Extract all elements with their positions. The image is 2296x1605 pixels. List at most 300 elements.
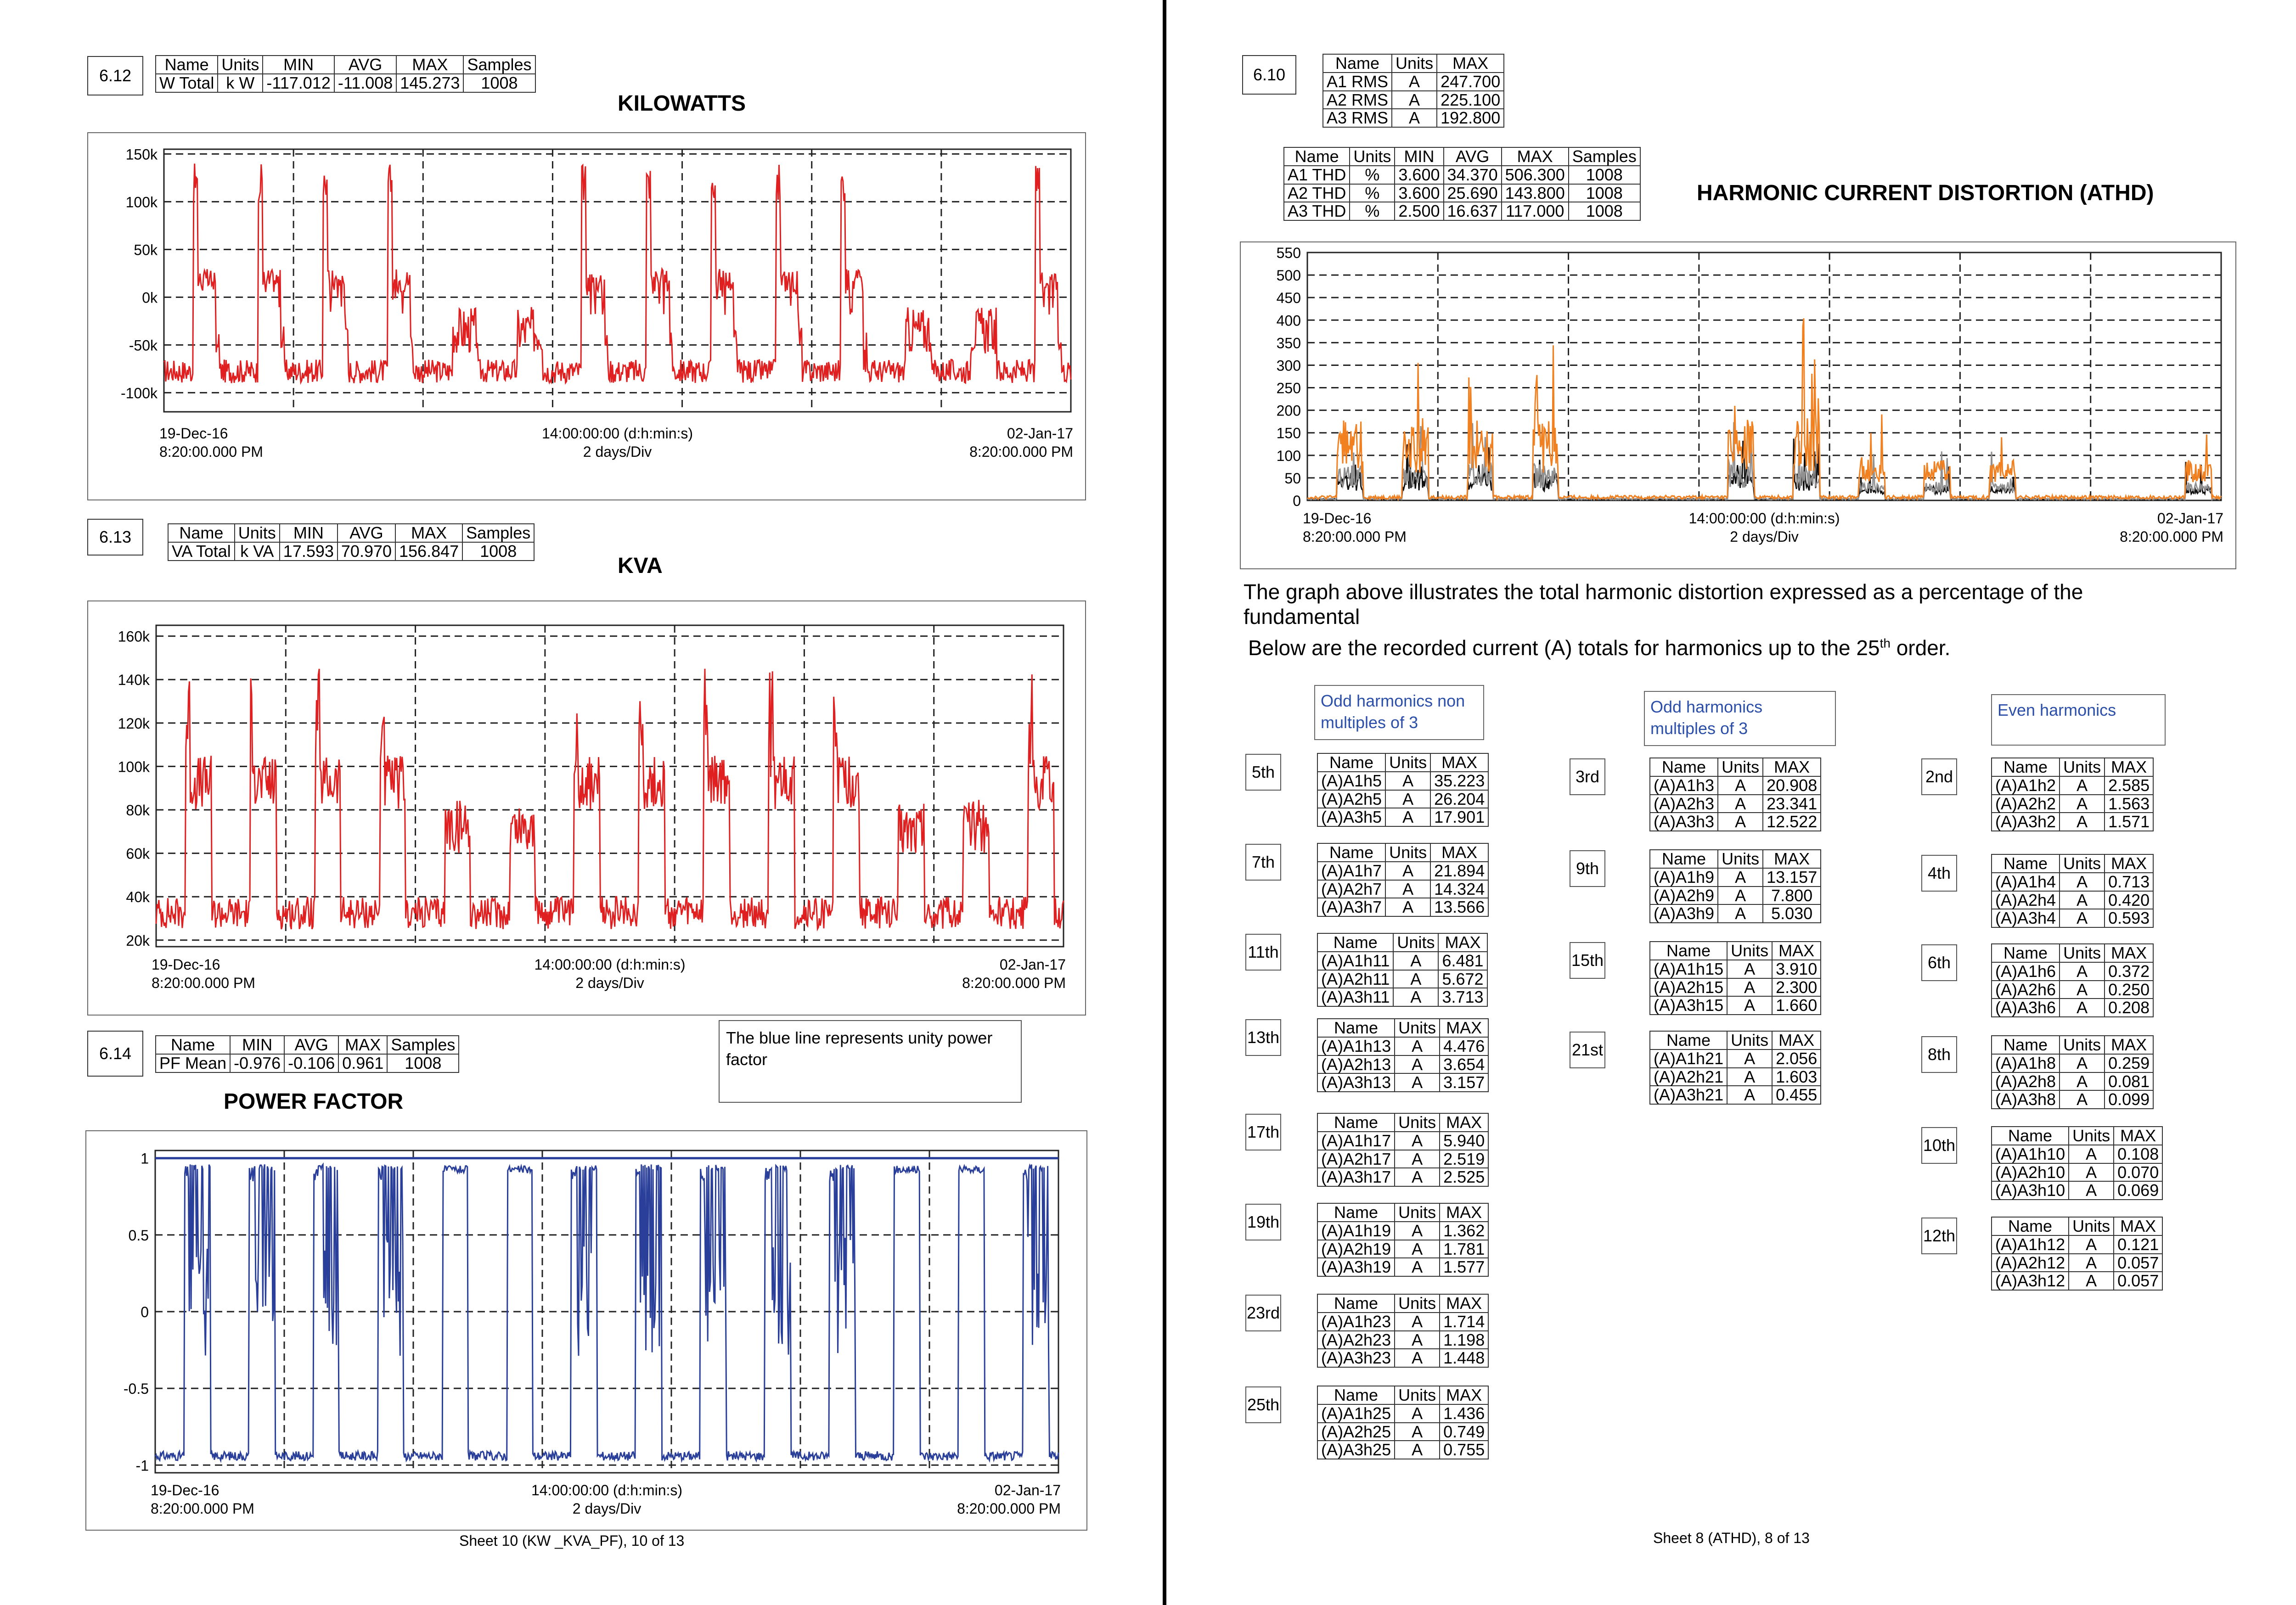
table-header-cell: MAX — [1440, 1294, 1488, 1313]
x-axis-label: 19-Dec-16 — [152, 956, 220, 973]
table-cell: 0.755 — [1440, 1441, 1488, 1459]
table-row — [1650, 1068, 1821, 1086]
table-cell: 3.600 — [1395, 166, 1443, 184]
table-header-cell: Units — [2060, 944, 2105, 962]
y-tick-label: 20k — [126, 932, 150, 949]
table-header-row — [1650, 758, 1821, 776]
table-row — [1317, 988, 1487, 1006]
harmonic-table — [1317, 1294, 1489, 1368]
y-tick-label: 80k — [126, 802, 150, 819]
table-cell: A — [1718, 795, 1763, 813]
harmonic-table — [1991, 758, 2154, 831]
table-header-cell: Name — [1317, 1386, 1395, 1404]
harmonic-order-label: 15th — [1570, 942, 1605, 979]
table-row — [1317, 1441, 1488, 1459]
x-axis-label: 14:00:00:00 (d:h:min:s) — [541, 425, 693, 442]
kw-plot — [88, 133, 1087, 501]
table-header-cell: MAX — [1763, 758, 1821, 776]
table-cell: (A)A1h25 — [1317, 1404, 1395, 1423]
table-cell: (A)A1h21 — [1650, 1049, 1727, 1068]
table-header-cell: Name — [1317, 1019, 1395, 1037]
table-cell: (A)A2h11 — [1317, 970, 1393, 988]
section-number-pf: 6.14 — [87, 1031, 143, 1077]
table-header-cell: Units — [1727, 942, 1772, 960]
table-row — [168, 542, 534, 561]
table-header-row — [1650, 942, 1821, 960]
table-row — [1317, 1150, 1488, 1168]
table-cell: A — [1718, 813, 1763, 831]
table-cell: A — [1392, 109, 1437, 127]
table-header-cell: AVG — [338, 524, 395, 542]
page-divider — [1163, 0, 1166, 1605]
table-header-row — [1992, 1217, 2162, 1235]
table-cell: A — [1727, 996, 1772, 1015]
table-header-cell: MAX — [1440, 1203, 1488, 1222]
table-header-cell: Samples — [463, 56, 535, 74]
table-cell: (A)A3h12 — [1992, 1272, 2069, 1290]
table-row — [1992, 1054, 2153, 1072]
table-cell: (A)A3h9 — [1650, 904, 1718, 923]
x-axis-label: 8:20:00.000 PM — [969, 443, 1073, 460]
table-header-cell: Name — [1650, 758, 1718, 776]
table-cell: A — [1395, 1073, 1440, 1092]
table-cell: A — [1395, 1055, 1440, 1074]
table-cell: A — [1385, 790, 1430, 808]
y-tick-label: 400 — [1276, 312, 1301, 329]
harmonic-table — [1991, 854, 2154, 928]
table-row — [1284, 202, 1640, 220]
x-axis-label: 2 days/Div — [575, 975, 644, 991]
table-header-row — [156, 1036, 459, 1054]
table-cell: 20.908 — [1763, 776, 1821, 795]
table-cell: (A)A1h10 — [1992, 1145, 2069, 1163]
table-cell: (A)A3h17 — [1317, 1168, 1395, 1186]
table-cell: -0.106 — [284, 1054, 338, 1072]
table-cell: (A)A2h5 — [1317, 790, 1385, 808]
table-row — [1317, 1331, 1488, 1349]
table-header-row — [1317, 1294, 1488, 1313]
plot-area — [156, 625, 1064, 947]
harmonic-table — [1649, 758, 1821, 831]
y-tick-label: 450 — [1276, 290, 1301, 307]
kva-plot — [88, 601, 1087, 1016]
table-cell: (A)A1h19 — [1317, 1222, 1395, 1240]
table-cell: (A)A1h4 — [1992, 873, 2060, 891]
harmonics-intro — [1248, 635, 2258, 660]
series-line — [1307, 318, 2221, 499]
series-line — [1307, 438, 2221, 500]
table-cell: 25.690 — [1444, 184, 1502, 202]
table-cell: 0.057 — [2114, 1254, 2162, 1272]
table-cell: 0.070 — [2114, 1163, 2162, 1182]
y-tick-label: 100k — [125, 194, 158, 211]
table-cell: 117.000 — [1502, 202, 1569, 220]
table-cell: (A)A3h3 — [1650, 813, 1718, 831]
table-cell: (A)A2h17 — [1317, 1150, 1395, 1168]
table-cell: A — [1395, 1258, 1440, 1276]
harmonic-table — [1317, 1203, 1489, 1277]
table-cell: 35.223 — [1430, 772, 1488, 790]
table-header-row — [1317, 1113, 1488, 1132]
table-row — [1992, 999, 2153, 1017]
table-row — [1992, 1145, 2162, 1163]
table-cell: A — [1393, 970, 1438, 988]
unity-note: The blue line represents unity power factor — [719, 1020, 1022, 1103]
table-cell: % — [1350, 166, 1395, 184]
harmonics-intro-sup: th — [1880, 636, 1891, 651]
table-cell: A — [2060, 1090, 2105, 1109]
athd-chart — [1240, 241, 2236, 569]
table-header-cell: MAX — [2105, 1036, 2153, 1054]
table-cell: 14.324 — [1430, 880, 1488, 898]
x-axis-label: 2 days/Div — [572, 1500, 642, 1517]
table-cell: k W — [218, 74, 263, 92]
table-cell: (A)A1h11 — [1317, 952, 1393, 970]
table-row — [1323, 73, 1504, 91]
section-number-harmonics: 6.10 — [1242, 55, 1296, 95]
table-cell: (A)A1h7 — [1317, 862, 1385, 880]
table-header-cell: Name — [1992, 854, 2060, 873]
table-cell: (A)A2h21 — [1650, 1068, 1727, 1086]
y-tick-label: -100k — [120, 385, 158, 402]
table-cell: A1 THD — [1284, 166, 1350, 184]
table-cell: A — [2060, 1072, 2105, 1091]
table-header-cell: Name — [1650, 850, 1718, 868]
table-header-cell: MAX — [1502, 147, 1569, 166]
x-axis-label: 8:20:00.000 PM — [1303, 528, 1407, 545]
table-cell: (A)A3h6 — [1992, 999, 2060, 1017]
harmonic-order-label: 11th — [1245, 934, 1281, 971]
table-cell: 0.108 — [2114, 1145, 2162, 1163]
pf-plot — [86, 1131, 1088, 1532]
table-cell: A — [2069, 1181, 2114, 1200]
table-cell: (A)A3h10 — [1992, 1181, 2069, 1200]
table-cell: A3 THD — [1284, 202, 1350, 220]
table-cell: 0.593 — [2105, 909, 2153, 927]
x-axis-label: 02-Jan-17 — [999, 956, 1066, 973]
table-header-cell: Units — [1395, 1019, 1440, 1037]
table-row — [1650, 978, 1821, 997]
pf-stats-table — [155, 1035, 459, 1073]
table-cell: A — [1392, 91, 1437, 109]
table-row — [1992, 1090, 2153, 1109]
table-header-cell: Units — [1718, 850, 1763, 868]
table-cell: (A)A2h25 — [1317, 1423, 1395, 1441]
table-header-cell: Name — [1992, 944, 2060, 962]
harmonic-order-label: 8th — [1921, 1036, 1957, 1073]
y-tick-label: 140k — [118, 672, 150, 689]
harmonic-order-label: 7th — [1245, 844, 1281, 881]
table-cell: (A)A1h13 — [1317, 1037, 1395, 1055]
table-header-row — [1992, 1036, 2153, 1054]
table-cell: A1 RMS — [1323, 73, 1392, 91]
table-header-cell: AVG — [284, 1036, 338, 1054]
table-header-cell: AVG — [334, 56, 396, 74]
x-axis-label: 14:00:00:00 (d:h:min:s) — [531, 1482, 683, 1498]
table-cell: 12.522 — [1763, 813, 1821, 831]
table-cell: (A)A3h11 — [1317, 988, 1393, 1006]
odd-multiples-heading: Odd harmonics multiples of 3 — [1644, 691, 1836, 746]
pf-chart — [85, 1130, 1087, 1531]
section-number-kw: 6.12 — [87, 56, 143, 95]
table-row — [156, 74, 535, 92]
table-cell: A — [1718, 887, 1763, 905]
table-cell: 3.157 — [1440, 1073, 1488, 1092]
athd-description: The graph above illustrates the total harmonic distortion expressed as a percentage of the fundamental — [1244, 580, 2083, 629]
table-cell: A — [2060, 891, 2105, 909]
kw-chart — [87, 132, 1086, 500]
section-number-kva: 6.13 — [87, 519, 143, 556]
table-header-cell: Name — [1317, 1203, 1395, 1222]
table-row — [1317, 808, 1488, 826]
table-cell: A — [1395, 1037, 1440, 1055]
table-cell: 225.100 — [1437, 91, 1504, 109]
table-cell: 4.476 — [1440, 1037, 1488, 1055]
table-cell: 1.577 — [1440, 1258, 1488, 1276]
athd-title: HARMONIC CURRENT DISTORTION (ATHD) — [1697, 181, 2154, 205]
table-header-row — [1317, 843, 1488, 862]
table-cell: (A)A2h4 — [1992, 891, 2060, 909]
table-cell: A — [1385, 772, 1430, 790]
y-tick-label: 0 — [1293, 493, 1301, 509]
table-cell: A — [1395, 1168, 1440, 1186]
table-cell: 145.273 — [396, 74, 463, 92]
table-cell: 17.901 — [1430, 808, 1488, 826]
harmonics-intro-text: Below are the recorded current (A) totals for harmonics up to the 25 — [1248, 636, 1880, 660]
table-header-cell: MAX — [2105, 944, 2153, 962]
table-row — [1992, 795, 2153, 813]
table-cell: 0.081 — [2105, 1072, 2153, 1091]
y-tick-label: 50 — [1284, 470, 1301, 487]
pf-title: POWER FACTOR — [224, 1089, 404, 1114]
table-cell: 0.069 — [2114, 1181, 2162, 1200]
table-cell: 17.593 — [280, 542, 338, 561]
y-tick-label: 0.5 — [128, 1227, 149, 1244]
table-header-cell: Samples — [462, 524, 534, 542]
table-row — [1650, 795, 1821, 813]
table-cell: VA Total — [168, 542, 235, 561]
table-header-cell: Name — [1992, 1036, 2060, 1054]
y-tick-label: 500 — [1276, 267, 1301, 284]
table-cell: (A)A3h5 — [1317, 808, 1385, 826]
x-axis-label: 14:00:00:00 (d:h:min:s) — [1688, 510, 1840, 527]
harmonic-table — [1991, 943, 2154, 1017]
table-row — [1992, 776, 2153, 795]
table-row — [1650, 904, 1821, 923]
table-cell: A — [2060, 981, 2105, 999]
harmonic-order-label: 19th — [1245, 1204, 1281, 1240]
table-header-cell: MAX — [1763, 850, 1821, 868]
table-cell: A — [1718, 776, 1763, 795]
table-cell: 0.250 — [2105, 981, 2153, 999]
table-cell: 1008 — [462, 542, 534, 561]
harmonics-intro-end: order. — [1890, 636, 1951, 660]
kva-chart — [87, 600, 1086, 1016]
table-cell: 192.800 — [1437, 109, 1504, 127]
table-cell: (A)A1h3 — [1650, 776, 1718, 795]
thd-stats-table — [1283, 147, 1641, 221]
kw-title: KILOWATTS — [618, 91, 746, 116]
table-cell: (A)A3h7 — [1317, 898, 1385, 916]
table-cell: 0.420 — [2105, 891, 2153, 909]
harmonic-table — [1991, 1217, 2163, 1291]
x-axis-label: 2 days/Div — [583, 443, 652, 460]
table-header-cell: MAX — [2114, 1127, 2162, 1145]
table-cell: 0.455 — [1772, 1086, 1821, 1104]
table-cell: (A)A2h3 — [1650, 795, 1718, 813]
table-cell: (A)A3h23 — [1317, 1349, 1395, 1367]
y-tick-label: 300 — [1276, 357, 1301, 374]
table-cell: (A)A3h25 — [1317, 1441, 1395, 1459]
kw-stats-table — [155, 55, 536, 93]
table-header-cell: Samples — [1569, 147, 1640, 166]
table-row — [1992, 873, 2153, 891]
table-cell: 1.660 — [1772, 996, 1821, 1015]
x-axis-label: 8:20:00.000 PM — [957, 1500, 1061, 1517]
table-cell: 3.600 — [1395, 184, 1443, 202]
table-header-row — [1992, 758, 2153, 776]
harmonic-order-label: 25th — [1245, 1386, 1281, 1423]
table-cell: A — [1395, 1313, 1440, 1331]
table-cell: 1.603 — [1772, 1068, 1821, 1086]
table-cell: 1.571 — [2105, 813, 2153, 831]
table-header-row — [1317, 933, 1487, 952]
table-cell: 0.961 — [338, 1054, 387, 1072]
table-header-row — [1317, 1386, 1488, 1404]
table-cell: 1.563 — [2105, 795, 2153, 813]
table-row — [1317, 772, 1488, 790]
table-row — [1317, 1037, 1488, 1055]
table-header-cell: Name — [1317, 933, 1393, 952]
table-cell: 0.121 — [2114, 1235, 2162, 1254]
table-row — [1992, 1163, 2162, 1182]
table-cell: A — [2060, 962, 2105, 981]
kva-stats-table — [168, 523, 535, 561]
table-row — [1317, 1132, 1488, 1150]
table-row — [1317, 862, 1488, 880]
table-row — [1992, 1181, 2162, 1200]
table-header-cell: Units — [218, 56, 263, 74]
x-axis-label: 8:20:00.000 PM — [151, 1500, 254, 1517]
table-header-cell: Units — [1393, 933, 1438, 952]
table-header-cell: AVG — [1444, 147, 1502, 166]
table-row — [1317, 1168, 1488, 1186]
table-cell: (A)A2h19 — [1317, 1240, 1395, 1258]
odd-non-multiples-heading: Odd harmonics non multiples of 3 — [1314, 685, 1484, 740]
table-row — [1992, 962, 2153, 981]
table-header-cell: Name — [1317, 1294, 1395, 1313]
x-axis-label: 19-Dec-16 — [159, 425, 228, 442]
table-row — [156, 1054, 459, 1072]
table-cell: A2 THD — [1284, 184, 1350, 202]
plot-area — [1307, 253, 2221, 500]
table-header-row — [1650, 850, 1821, 868]
table-cell: (A)A3h8 — [1992, 1090, 2060, 1109]
x-axis-label: 02-Jan-17 — [994, 1482, 1061, 1498]
table-cell: 34.370 — [1444, 166, 1502, 184]
table-header-cell: MAX — [1437, 54, 1504, 73]
table-header-cell: Units — [2060, 854, 2105, 873]
y-tick-label: -50k — [129, 337, 158, 354]
table-row — [1317, 1423, 1488, 1441]
harmonic-table — [1649, 1031, 1821, 1105]
table-cell: 3.910 — [1772, 960, 1821, 978]
y-tick-label: 50k — [134, 241, 158, 258]
table-header-cell: Name — [1992, 1217, 2069, 1235]
table-header-cell: Name — [156, 56, 218, 74]
table-cell: (A)A2h7 — [1317, 880, 1385, 898]
table-cell: 70.970 — [338, 542, 395, 561]
table-cell: (A)A3h15 — [1650, 996, 1727, 1015]
table-row — [1650, 1086, 1821, 1104]
y-tick-label: 550 — [1276, 245, 1301, 261]
table-cell: 5.030 — [1763, 904, 1821, 923]
harmonic-table — [1317, 1018, 1489, 1092]
table-header-cell: Name — [1323, 54, 1392, 73]
table-row — [1992, 1072, 2153, 1091]
table-cell: (A)A3h13 — [1317, 1073, 1395, 1092]
table-header-row — [1323, 54, 1504, 73]
table-header-cell: MAX — [1430, 843, 1488, 862]
athd-plot — [1241, 242, 2237, 570]
table-cell: A — [2060, 873, 2105, 891]
table-row — [1284, 166, 1640, 184]
table-header-cell: Units — [1350, 147, 1395, 166]
table-cell: 0.057 — [2114, 1272, 2162, 1290]
table-row — [1323, 109, 1504, 127]
table-cell: A — [2060, 1054, 2105, 1072]
y-tick-label: 100 — [1276, 447, 1301, 464]
table-header-cell: Name — [156, 1036, 230, 1054]
table-row — [1992, 1272, 2162, 1290]
table-cell: A — [2060, 909, 2105, 927]
harmonic-order-label: 21st — [1570, 1032, 1605, 1068]
table-row — [1992, 909, 2153, 927]
table-row — [1317, 970, 1487, 988]
table-header-cell: Name — [1317, 753, 1385, 772]
table-cell: A — [1395, 1240, 1440, 1258]
table-cell: A — [2069, 1145, 2114, 1163]
harmonic-order-label: 6th — [1921, 944, 1957, 981]
table-cell: A — [1727, 1049, 1772, 1068]
table-header-cell: MAX — [1440, 1386, 1488, 1404]
table-cell: 7.800 — [1763, 887, 1821, 905]
table-cell: 16.637 — [1444, 202, 1502, 220]
table-cell: -0.976 — [230, 1054, 284, 1072]
table-cell: 13.566 — [1430, 898, 1488, 916]
table-header-cell: Units — [2060, 1036, 2105, 1054]
table-cell: (A)A3h4 — [1992, 909, 2060, 927]
table-cell: A — [1727, 1086, 1772, 1104]
x-axis-label: 8:20:00.000 PM — [159, 443, 263, 460]
table-row — [1317, 1222, 1488, 1240]
table-row — [1650, 960, 1821, 978]
y-tick-label: 200 — [1276, 402, 1301, 419]
table-cell: 1008 — [463, 74, 535, 92]
table-row — [1317, 880, 1488, 898]
table-header-cell: Name — [168, 524, 235, 542]
table-cell: PF Mean — [156, 1054, 230, 1072]
table-cell: 1.362 — [1440, 1222, 1488, 1240]
table-cell: 2.519 — [1440, 1150, 1488, 1168]
x-axis-label: 8:20:00.000 PM — [2120, 528, 2223, 545]
y-tick-label: 350 — [1276, 335, 1301, 352]
table-header-cell: MAX — [396, 56, 463, 74]
harmonic-table — [1991, 1035, 2154, 1109]
harmonic-order-label: 17th — [1245, 1114, 1281, 1150]
harmonic-table — [1317, 933, 1488, 1007]
table-cell: A — [2069, 1235, 2114, 1254]
